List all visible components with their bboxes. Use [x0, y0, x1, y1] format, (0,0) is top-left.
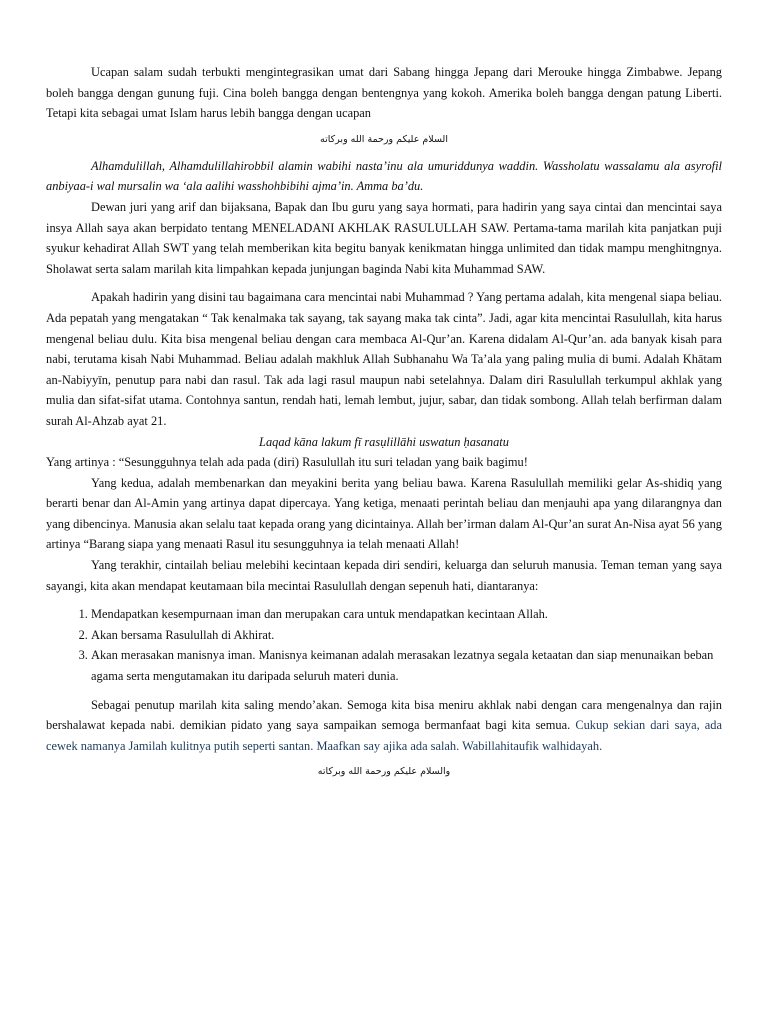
- greeting-paragraph: Dewan juri yang arif dan bijaksana, Bapak dan Ibu guru yang saya hormati, para hadirin yang saya cintai dan mencintai saya insya Allah saya akan berpidato tentang MENELADANI AKHLAK RASULULLAH SAW. Pertama-tama marilah kita panjatkan puji syukur kehadirat Allah SWT yang telah memberikan kita begitu banyak kenikmatan hingga unlimited dan tidak mampu menghitngnya. Sholawat serta salam marilah kita limpahkan kepada junjungan baginda Nabi kita Muhammad SAW.: [46, 199, 722, 276]
- first-point-paragraph: Apakah hadirin yang disini tau bagaimana cara mencintai nabi Muhammad ? Yang pertama adalah, kita mengenal siapa beliau. Ada pepatah yang mengatakan “ Tak kenalmaka tak sayang, tak sayang maka tak cinta”. Jadi, agar kita mencintai Rasulullah, kita harus mengenal beliau dulu. Kita bisa mengenal beliau dengan cara membaca Al-Qur’an. Karena didalam Al-Qur’an. ada banyak kisah para nabi, terutama kisah Nabi Muhammad. Beliau adalah makhluk Allah Subhanahu Wa Ta’ala yang paling mulia di bumi. Adalah Khātam an-Nabiyyīn, penutup para nabi dan rasul. Tak ada lagi rasul maupun nabi setelahnya. Dalam diri Rasulullah terkumpul akhlak yang mulia dan sifat-sifat utama. Contohnya santun, rendah hati, lemah lembut, jujur, sabar, dan tidak sombong. Allah telah berfirman dalam surah Al-Ahzab ayat 21.: [46, 290, 722, 428]
- opening-arabic-latin: Alhamdulillah, Alhamdulillahirobbil alamin wabihi nasta’inu ala umuriddunya waddin. Wassholatu wassalamu ala asyrofil anbiyaa-i wal mursalin wa ‘ala aalihi wasshohbibihi ajma’in. Amma ba’du.: [46, 158, 722, 194]
- list-item: 2. Akan bersama Rasulullah di Akhirat.: [91, 625, 722, 646]
- verse-meaning: Yang artinya : “Sesungguhnya telah ada pada (diri) Rasulullah itu suri teladan yang baik bagimu!: [46, 455, 528, 470]
- closing-paragraph: [46, 695, 722, 757]
- second-point-paragraph: Yang kedua, adalah membenarkan dan meyakini berita yang beliau bawa. Karena Rasulullah memiliki gelar As-shidiq yang berarti benar dan Al-Amin yang artinya dapat dipercaya. Yang ketiga, menaati perintah beliau dan menjauhi apa yang dilarangnya dan yang dibencinya. Manusia akan selalu taat kepada orang yang dicintainya. Allah ber’irman dalam Al-Qur’an surat An-Nisa ayat 56 yang artinya “Barang siapa yang menaati Rasul itu sesungguhnya ia telah menaati Allah!: [46, 475, 722, 552]
- intro-paragraph: Ucapan salam sudah terbukti mengintegrasikan umat dari Sabang hingga Jepang dari Merouke hingga Zimbabwe. Jepang boleh bangga dengan gunung fuji. Cina boleh bangga dengan bentengnya yang kokoh. Amerika boleh bangga dengan patung Liberti. Tetapi kita sebagai umat Islam harus lebih bangga dengan ucapan: [46, 65, 722, 121]
- speech-document: [46, 62, 722, 788]
- closing-highlighted-text: Cukup sekian dari saya, ada cewek namanya Jamilah kulitnya putih seperti santan. Maafkan say ajika ada salah. Wabillahitaufik walhidayah.: [46, 718, 722, 753]
- last-point-paragraph: Yang terakhir, cintailah beliau melebihi kecintaan kepada diri sendiri, keluarga dan seluruh manusia. Teman teman yang saya sayangi, kita akan mendapat keutamaan bila mecintai Rasulullah dengan sepenuh hati, diantaranya:: [46, 558, 722, 593]
- closing-text: Sebagai penutup marilah kita saling mendo’akan. Semoga kita bisa meniru akhlak nabi dengan cara mengenalnya dan rajin bershalawat kepada nabi. demikian pidato yang saya sampaikan semoga bermanfaat bagi kita semua.: [46, 697, 722, 733]
- opening-salam: السلام عليكم ورحمة الله وبركاته: [320, 133, 448, 145]
- benefits-list: [46, 604, 722, 686]
- verse-transliteration: Laqad kāna lakum fī rasụlillāhi uswatun ḥasanatu: [259, 434, 509, 449]
- closing-salam: والسلام عليكم ورحمة الله وبركاته: [317, 766, 451, 778]
- list-item: 3. Akan merasakan manisnya iman. Manisnya keimanan adalah merasakan lezatnya segala ketaatan dan siap menunaikan beban agama serta mengutamakan itu daripada seluruh materi dunia.: [91, 645, 722, 686]
- list-item: 1. Mendapatkan kesempurnaan iman dan merupakan cara untuk mendapatkan kecintaan Allah.: [91, 604, 722, 625]
